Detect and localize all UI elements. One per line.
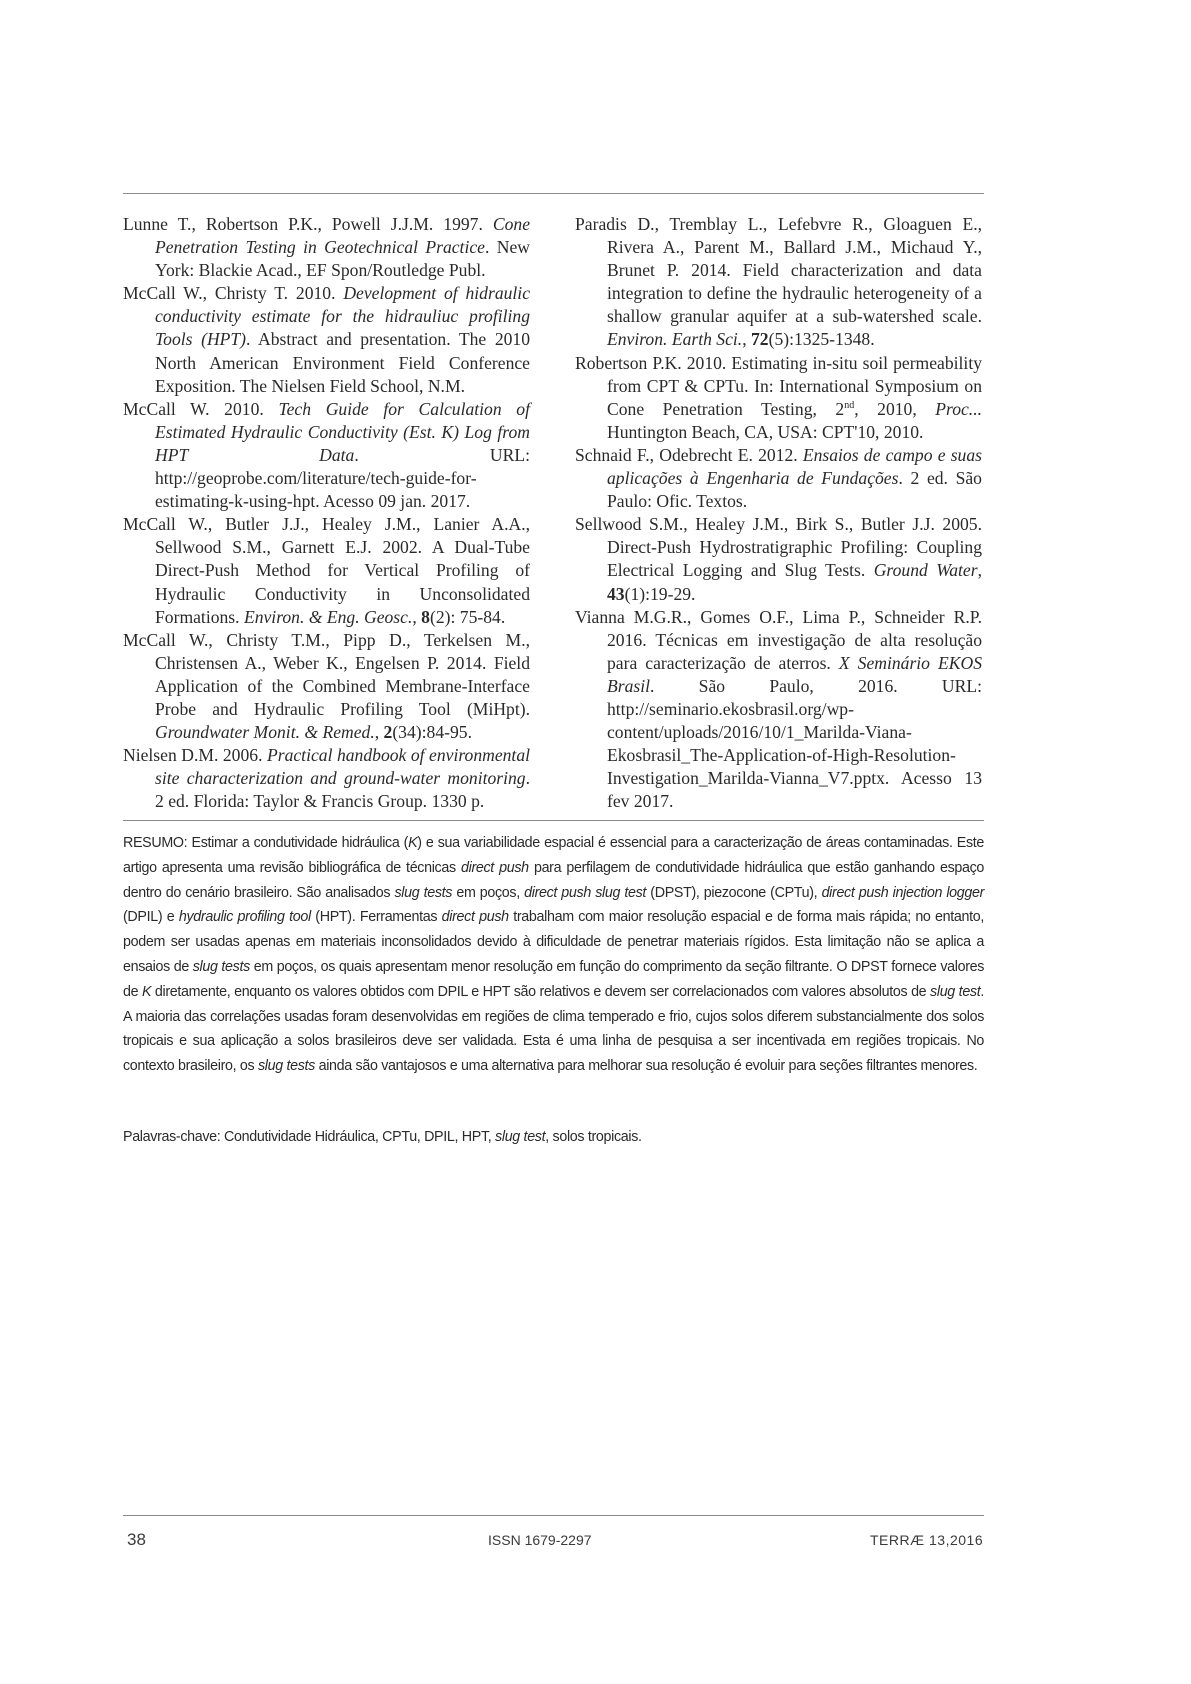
text-run: McCall W., Butler J.J., Healey J.M., Lanier A.A., Sellwood S.M., Garnett E.J. 2002. A Dual-Tube Direct-Push Method for Vertical Profiling of Hydraulic Conductivity in Unconsolidated Formations. [123, 514, 530, 627]
text-run: direct push [441, 908, 509, 926]
text-run: Environ. & Eng. Geosc. [243, 606, 413, 627]
reference-entry [575, 213, 982, 352]
text-run: McCall W., Christy T. 2010. [123, 283, 344, 304]
text-run: para perfilagem de condutividade hidráulica que estão ganhando espaço dentro do cenário brasileiro. São analisados [123, 858, 985, 901]
text-run: Lunne T., Robertson P.K., Powell J.J.M. 1997. [123, 214, 493, 234]
journal-label: TERRÆ 13,2016 [870, 1532, 984, 1548]
text-run: Ensaios de campo e suas aplicações à Engenharia de Fundações [607, 444, 982, 489]
reference-entry [575, 606, 982, 814]
text-run: ) e sua variabilidade espacial é essencial para a caracterização de áreas contaminadas. Este artigo apresenta uma revisão bibliográfica de técnicas [123, 834, 985, 876]
text-run: hydraulic profiling tool [178, 908, 311, 926]
reference-entry [123, 513, 530, 628]
text-run: K [141, 982, 152, 1000]
text-run: trabalham com maior resolução espacial e de forma mais rápida; no entanto, podem ser usadas apenas em materiais inconsolidados devido à dificuldade de penetrar materiais rígidos. Esta limitação não se aplica a ensaios de [123, 908, 985, 975]
reference-entry [575, 352, 982, 444]
text-run: Ground Water [873, 560, 978, 581]
issn-label: ISSN 1679-2297 [488, 1532, 592, 1548]
text-run: . Abstract and presentation. The 2010 North American Environment Field Conference Exposition. The Nielsen Field School, N.M. [155, 329, 531, 396]
text-run: direct push slug test [524, 883, 647, 901]
text-run: slug test [930, 982, 981, 1000]
text-run: Palavras-chave: Condutividade Hidráulica, CPTu, DPIL, HPT, [123, 1128, 496, 1145]
text-run: Environ. Earth Sci. [607, 329, 743, 350]
keywords-paragraph [123, 1125, 969, 1149]
text-run: . 2 ed. Florida: Taylor & Francis Group. 1330 p. [155, 768, 530, 812]
text-run: Cone Penetration Testing in Geotechnical Practice [155, 214, 530, 258]
text-run: Groundwater Monit. & Remed. [155, 722, 375, 743]
text-run: RESUMO: Estimar a condutividade hidráulica ( [123, 834, 409, 851]
text-run: (DPST), piezocone (CPTu), [646, 883, 822, 901]
text-run: Proc... [935, 398, 982, 419]
text-run: X Seminário EKOS Brasil [607, 652, 983, 696]
reference-entry [575, 513, 982, 605]
text-run: 2 [383, 722, 393, 743]
text-run: K [408, 834, 418, 851]
text-run: (HPT). Ferramentas [310, 908, 442, 926]
reference-entry [123, 744, 530, 813]
text-run: (DPIL) e [123, 908, 179, 926]
text-run: Schnaid F., Odebrecht E. 2012. [575, 444, 803, 465]
text-run: McCall W., Christy T.M., Pipp D., Terkelsen M., Christensen A., Weber K., Engelsen P. 2014. Field Application of the Combined Membrane-Interface Probe and Hydraulic Profiling Tool (MiHpt). [123, 629, 530, 719]
top-rule [123, 193, 984, 194]
text-run: Huntington Beach, CA, USA: CPT'10, 2010. [607, 421, 924, 442]
text-run: McCall W. 2010. [123, 398, 279, 419]
text-run: nd [844, 399, 855, 411]
footer-rule [123, 1515, 984, 1516]
text-run: ainda são vantajosos e uma alternativa para melhorar sua resolução é evoluir para seções filtrantes menores. [314, 1057, 978, 1075]
text-run: slug test [495, 1128, 546, 1145]
reference-entry [123, 282, 530, 397]
page-number: 38 [127, 1530, 146, 1549]
text-run: . A maioria das correlações usadas foram desenvolvidas em regiões de clima temperado e frio, cujos solos diferem substancialmente dos solos tropicais e sua aplicação a solos brasileiros deve ser validada. Esta é uma linha de pesquisa a ser incentivada em regiões tropicais. No contexto brasileiro, os [123, 982, 985, 1075]
text-run: , [374, 722, 384, 743]
reference-entry [123, 629, 530, 744]
text-run: (34):84-95. [392, 722, 472, 743]
reference-entry [123, 398, 530, 513]
text-run: , [977, 560, 982, 581]
text-run: (5):1325-1348. [768, 329, 875, 350]
text-run: (2): 75-84. [429, 606, 506, 627]
text-run: 72 [751, 329, 769, 350]
text-run: em poços, [452, 883, 525, 901]
references-left-column [123, 213, 530, 813]
text-run: Vianna M.G.R., Gomes O.F., Lima P., Schneider R.P. 2016. Técnicas em investigação de alta resolução para caracterização de aterros. [575, 606, 982, 673]
text-run: . 2 ed. São Paulo: Ofic. Textos. [607, 468, 982, 512]
text-run: em poços, os quais apresentam menor resolução em função do comprimento da seção filtrante. O DPST fornece valores de [123, 957, 985, 1000]
reference-entry [575, 444, 982, 513]
text-run: . New York: Blackie Acad., EF Spon/Routledge Publ. [155, 237, 530, 281]
text-run: , [742, 329, 751, 350]
text-run: Sellwood S.M., Healey J.M., Birk S., Butler J.J. 2005. Direct-Push Hydrostratigraphic Profiling: Coupling Electrical Logging and Slug Tests. [575, 514, 982, 581]
text-run: (1):19-29. [624, 583, 696, 604]
text-run: Practical handbook of environmental site characterization and ground-water monitoring [155, 745, 531, 789]
abstract-paragraph [123, 831, 984, 1079]
text-run: Paradis D., Tremblay L., Lefebvre R., Gloaguen E., Rivera A., Parent M., Ballard J.M., Michaud Y., Brunet P. 2014. Field characterization and data integration to define the hydraulic heterogeneity of a shallow granular aquifer at a sub-watershed scale. [575, 214, 982, 327]
text-run: Nielsen D.M. 2006. [123, 745, 267, 766]
text-run: slug tests [257, 1057, 315, 1075]
references-right-column [575, 213, 982, 813]
text-run: direct push injection logger [821, 883, 985, 901]
text-run: diretamente, enquanto os valores obtidos com DPIL e HPT são relativos e devem ser correlacionados com valores absolutos de [151, 982, 931, 1000]
text-run: . São Paulo, 2016. URL: http://seminario.ekosbrasil.org/wp-content/uploads/2016/10/1_Marilda-Viana-Ekosbrasil_The-Application-of-High-Resolution-Investigation_Marilda-Vianna_V7.pptx. Acesso 13 fev 2017. [607, 675, 982, 812]
text-run: slug tests [394, 883, 453, 901]
reference-entry [123, 213, 530, 282]
text-run: Robertson P.K. 2010. Estimating in-situ soil permeability from CPT & CPTu. In: International Symposium on Cone Penetration Testing, 2 [575, 352, 982, 419]
text-run: 43 [607, 583, 625, 604]
text-run: 8 [421, 606, 430, 627]
text-run: , 2010, [854, 398, 936, 419]
text-run: , solos tropicais. [545, 1128, 642, 1145]
text-run: Development of hidraulic conductivity estimate for the hidrauliuc profiling Tools (HPT) [155, 283, 530, 350]
text-run: . URL: http://geoprobe.com/literature/tech-guide-for-estimating-k-using-hpt. Acesso 09 jan. 2017. [155, 444, 530, 512]
text-run: slug tests [192, 957, 250, 975]
text-run: , [412, 606, 422, 627]
abstract-top-rule [123, 820, 984, 821]
text-run: direct push [460, 858, 529, 876]
text-run: Tech Guide for Calculation of Estimated Hydraulic Conductivity (Est. K) Log from HPT Data [155, 398, 530, 465]
